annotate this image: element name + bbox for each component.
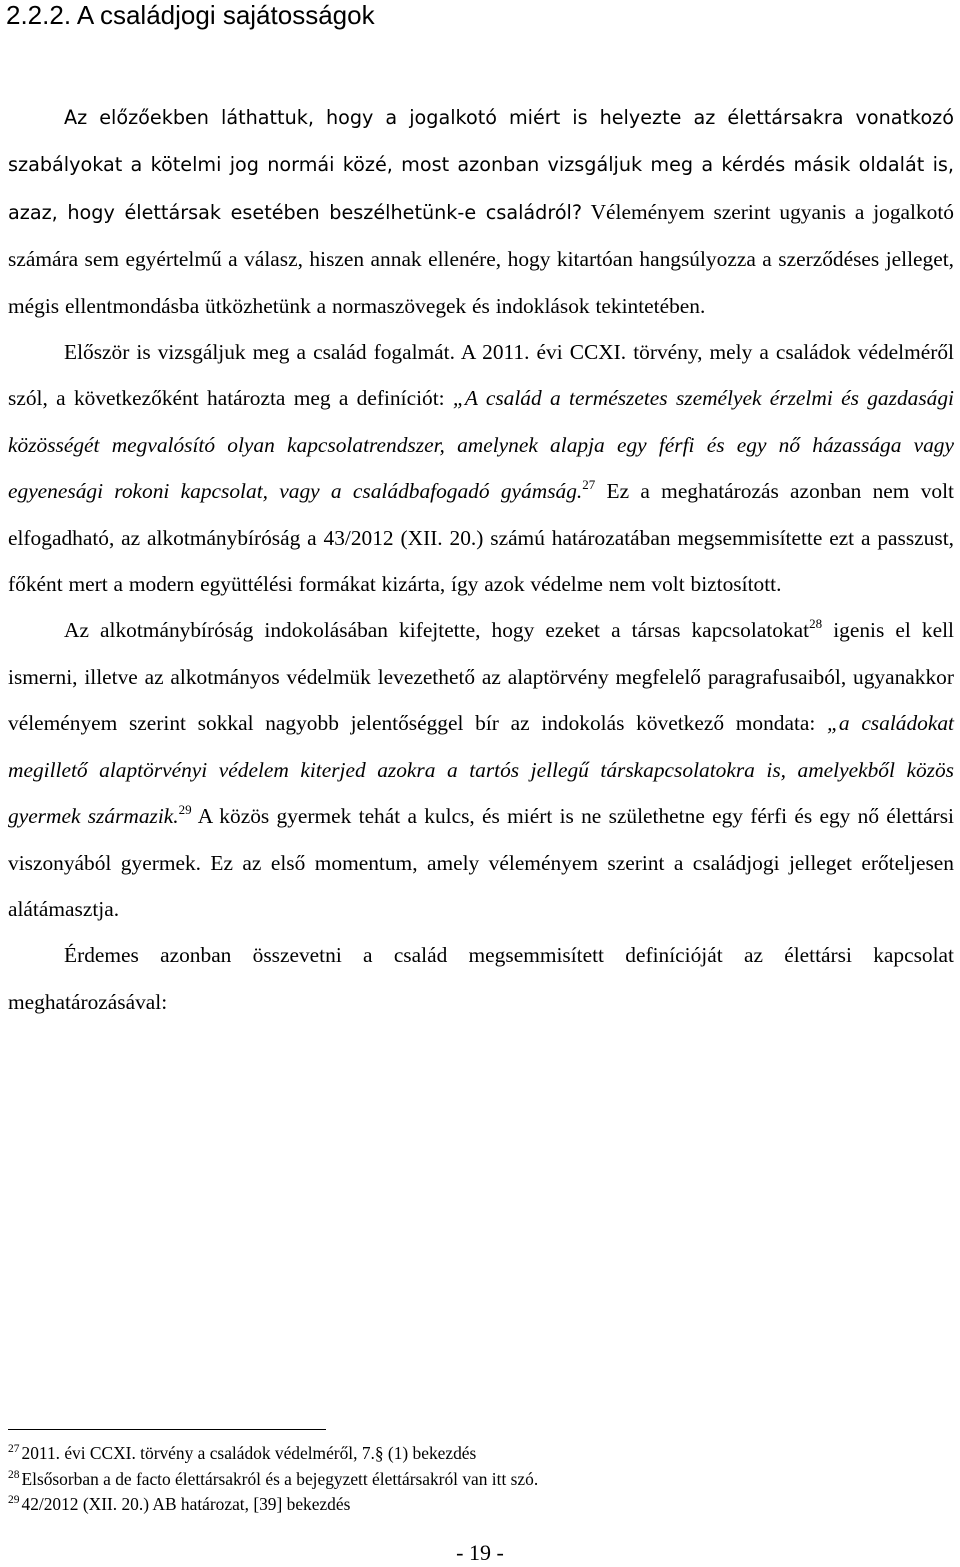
- court-reasoning-quote: „a családokat megillető alaptörvényi védelem kiterjed azokra a tartós jellegű társkapcsolatokra is, amelyekből közös gyermek származik.: [8, 711, 954, 829]
- footnotes: [8, 1441, 948, 1518]
- page-number: - 19 -: [456, 1540, 504, 1565]
- paragraph-3-text-a: Az alkotmánybíróság indokolásában kifejtette, hogy ezeket a társas kapcsolatokat: [64, 618, 810, 643]
- body-text: [8, 94, 954, 1025]
- footnote-number: 29: [8, 1494, 20, 1507]
- footnote-ref-29[interactable]: 29: [178, 802, 192, 818]
- paragraph-3: [8, 607, 954, 932]
- footnote-27: [8, 1441, 948, 1467]
- paragraph-3-text-c: A közös gyermek tehát a kulcs, és miért is ne születhetne egy férfi és egy nő élettársi viszonyából gyermek. Ez az első momentum, amely véleményem szerint a családjogi jelleget erőteljesen alátámasztja.: [8, 804, 955, 921]
- footnote-28: [8, 1467, 948, 1493]
- footnote-text: 2011. évi CCXI. törvény a családok védelméről, 7.§ (1) bekezdés: [21, 1443, 477, 1463]
- paragraph-1: [8, 94, 954, 329]
- paragraph-4: Érdemes azonban összevetni a család megsemmisített definícióját az élettársi kapcsolat meghatározásával:: [8, 943, 954, 1014]
- paragraph-1-sentence-2: Véleményem szerint ugyanis a jogalkotó számára sem egyértelmű a válasz, hiszen annak ellenére, hogy kitartóan hangsúlyozza a szerződéses jelleget, mégis ellentmondásba ütközhetünk a normaszövegek és indoklások tekintetében.: [8, 199, 954, 318]
- paragraph-2-text-b: Ez a meghatározás azonban nem volt elfogadható, az alkotmánybíróság a 43/2012 (XII. 20.) számú határozatában megsemmisítette ezt a passzust, főként mert a modern együttélési formákat kizárta, így azok védelme nem volt biztosított.: [8, 479, 954, 597]
- paragraph-3-text-b: igenis el kell ismerni, illetve az alkotmányos védelmük levezethető az alaptörvény megfelelő paragrafusaiból, ugyanakkor véleményem szerint sokkal nagyobb jelentőséggel bír az indokolás következő mondata:: [8, 618, 954, 736]
- footnote-text: Elsősorban a de facto élettársakról és a bejegyzett élettársakról van itt szó.: [21, 1468, 539, 1489]
- footnote-ref-28[interactable]: 28: [809, 616, 823, 632]
- footnote-number: 27: [8, 1443, 20, 1455]
- section-heading: 2.2.2. A családjogi sajátosságok: [6, 0, 375, 30]
- footnote-ref-27[interactable]: 27: [582, 477, 596, 493]
- family-definition-quote: „A család a természetes személyek érzelmi és gazdasági közösségét megvalósító olyan kapcsolatrendszer, amelynek alapja egy férfi és egy nő házassága vagy egyenesági rokoni kapcsolat, vagy a családbafogadó gyámság.: [8, 386, 954, 504]
- footnote-29: [8, 1492, 948, 1518]
- paragraph-1-sentence-1: Az előzőekben láthattuk, hogy a jogalkotó miért is helyezte az élettársakra vonatkozó szabályokat a kötelmi jog normái közé, most azonban vizsgáljuk meg a kérdés másik oldalát is, azaz, hogy élettársak esetében beszélhetünk-e családról?: [8, 106, 954, 224]
- footnote-number: 28: [8, 1468, 20, 1481]
- paragraph-2: [8, 329, 954, 607]
- footnote-separator: [8, 1429, 326, 1430]
- paragraph-2-text-a: Először is vizsgáljuk meg a család fogalmát. A 2011. évi CCXI. törvény, mely a családok védelméről szól, a következőként határozta meg a definíciót:: [8, 340, 954, 411]
- footnote-text: 42/2012 (XII. 20.) AB határozat, [39] bekezdés: [21, 1494, 351, 1515]
